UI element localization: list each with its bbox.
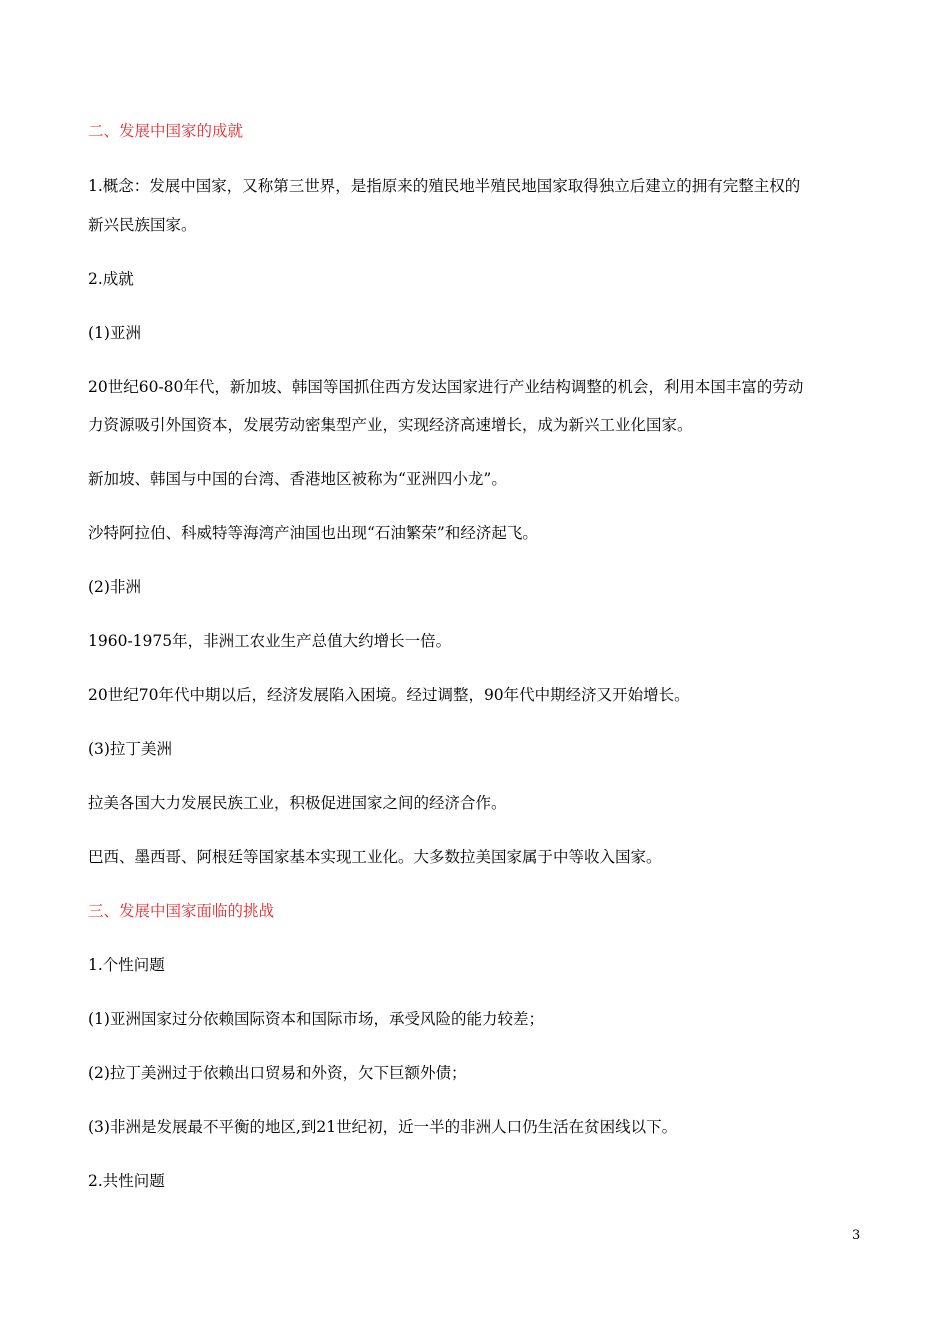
section-heading-challenges: 三、发展中国家面临的挑战 (88, 902, 275, 920)
oil-boom-paragraph: 沙特阿拉伯、科威特等海湾产油国也出现“石油繁荣”和经济起飞。 (88, 524, 538, 542)
list-item: (1)亚洲国家过分依赖国际资本和国际市场，承受风险的能力较差； (88, 1010, 544, 1028)
asia-paragraph-line-1: 20世纪60-80年代，新加坡、韩国等国抓住西方发达国家进行产业结构调整的机会，利用本国丰富的劳动 (88, 378, 804, 396)
africa-title: (2)非洲 (88, 578, 141, 596)
asia-title: (1)亚洲 (88, 324, 141, 342)
latin-america-paragraph-2: 巴西、墨西哥、阿根廷等国家基本实现工业化。大多数拉美国家属于中等收入国家。 (88, 848, 662, 866)
concept-paragraph-line-2: 新兴民族国家。 (88, 216, 197, 234)
asia-paragraph-line-2: 力资源吸引外国资本，发展劳动密集型产业，实现经济高速增长，成为新兴工业化国家。 (88, 416, 693, 434)
africa-paragraph-1: 1960-1975年，非洲工农业生产总值大约增长一倍。 (88, 632, 452, 650)
common-problems-title: 2.共性问题 (88, 1172, 165, 1190)
page-number: 3 (852, 1228, 861, 1243)
section-heading-achievements: 二、发展中国家的成就 (88, 122, 244, 140)
achievements-title: 2.成就 (88, 270, 134, 288)
individual-problems-title: 1.个性问题 (88, 956, 165, 974)
list-item: (2)拉丁美洲过于依赖出口贸易和外资，欠下巨额外债； (88, 1064, 467, 1082)
concept-paragraph-line-1: 1.概念：发展中国家，又称第三世界，是指原来的殖民地半殖民地国家取得独立后建立的拥有完整主权的 (88, 177, 801, 195)
list-item: (3)非洲是发展最不平衡的地区,到21世纪初，近一半的非洲人口仍生活在贫困线以下。 (88, 1118, 678, 1136)
asia-four-dragons-paragraph: 新加坡、韩国与中国的台湾、香港地区被称为“亚洲四小龙”。 (88, 470, 507, 488)
africa-paragraph-2: 20世纪70年代中期以后，经济发展陷入困境。经过调整，90年代中期经济又开始增长。 (88, 686, 690, 704)
latin-america-title: (3)拉丁美洲 (88, 740, 172, 758)
latin-america-paragraph-1: 拉美各国大力发展民族工业，积极促进国家之间的经济合作。 (88, 794, 507, 812)
